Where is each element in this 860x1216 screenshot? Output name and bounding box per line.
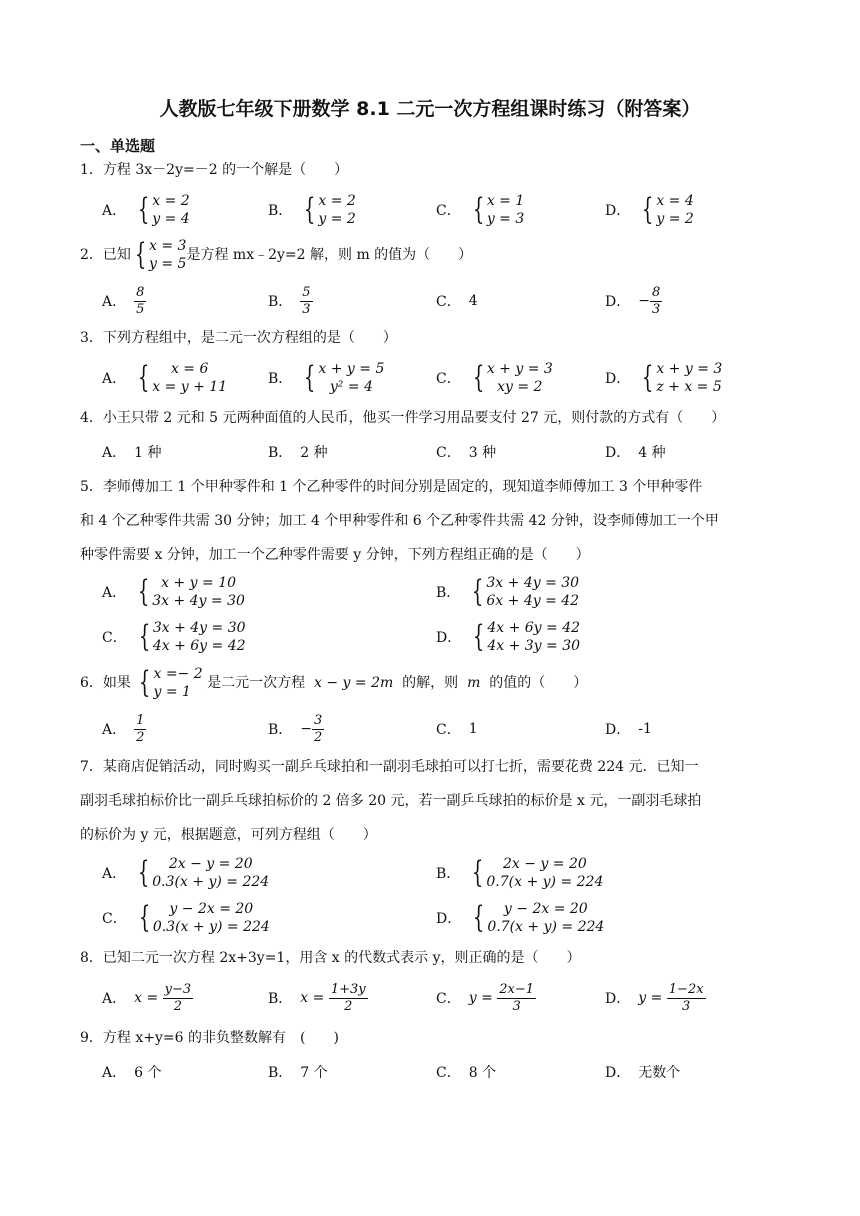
question-2-options — [102, 281, 782, 321]
question-2: 2．已知 { x = 3 y = 5 是方程 mx﹣2y=2 解，则 m 的值为（ ） — [80, 237, 473, 272]
option-c[interactable]: C． y = $\frac{2x-1}{3}$ — [436, 981, 535, 1014]
question-7-line-2: 副羽毛球拍标价比一副乒乓球拍标价的 2 倍多 20 元，若一副乒乓球拍的标价是 x 元，一副羽毛球拍 — [80, 793, 702, 809]
option-b[interactable]: B． { x = 2 y = 2 — [268, 192, 356, 227]
question-5-options-row-1 — [102, 572, 782, 612]
question-7-options-row-2 — [102, 898, 782, 938]
option-c[interactable]: C． { 3x + 4y = 30 4x + 6y = 42 — [102, 619, 246, 654]
question-8: 8．已知二元一次方程 2x+3y=1，用含 x 的代数式表示 y，则正确的是（ ） — [80, 950, 581, 966]
option-b[interactable]: B． { x + y = 5 y² = 4 — [268, 360, 385, 395]
question-7-options-row-1 — [102, 853, 782, 893]
option-a[interactable]: A． { x = 6 x = y + 11 — [102, 360, 228, 395]
question-4: 4．小王只带 2 元和 5 元两种面值的人民币，他买一件学习用品要支付 27 元，则付款的方式有（ ） — [80, 410, 726, 426]
option-d[interactable]: D． 无数个 — [605, 1065, 681, 1081]
section-heading: 一、单选题 — [80, 137, 156, 155]
option-d[interactable]: D． { 4x + 6y = 42 4x + 3y = 30 — [436, 619, 581, 654]
option-b[interactable]: B． { 2x − y = 20 0.7(x + y) = 224 — [436, 855, 604, 890]
option-d[interactable]: D． { y − 2x = 20 0.7(x + y) = 224 — [436, 900, 605, 935]
option-d[interactable]: D． -1 — [605, 721, 652, 738]
question-8-options — [102, 978, 782, 1018]
option-a[interactable]: A． x = $\frac{y-3}{2}$ — [102, 981, 192, 1014]
option-c[interactable]: C． 4 — [436, 293, 478, 310]
question-3-options — [102, 358, 782, 398]
question-5-line-2: 和 4 个乙种零件共需 30 分钟；加工 4 个甲种零件和 6 个乙种零件共需 42 分钟，设李师傅加工一个甲 — [80, 513, 719, 529]
question-9-options — [102, 1052, 782, 1092]
question-6-options — [102, 709, 782, 749]
question-7-line-3: 的标价为 y 元，根据题意，可列方程组（ ） — [80, 827, 377, 843]
question-7-line-1: 7．某商店促销活动，同时购买一副乒乓球拍和一副羽毛球拍可以打七折，需要花费 224 元．已知一 — [80, 759, 699, 775]
option-b[interactable]: B． x = $\frac{1+3y}{2}$ — [268, 981, 366, 1014]
option-d[interactable]: D． y = $\frac{1-2x}{3}$ — [605, 981, 704, 1014]
option-b[interactable]: B． 7 个 — [268, 1065, 328, 1081]
option-a[interactable]: A． { 2x − y = 20 0.3(x + y) = 224 — [102, 855, 270, 890]
option-c[interactable]: C． 1 — [436, 721, 478, 738]
question-1: 1．方程 3x－2y=－2 的一个解是（ ） — [80, 162, 349, 178]
option-c[interactable]: C． { y − 2x = 20 0.3(x + y) = 224 — [102, 900, 270, 935]
question-4-options — [102, 432, 782, 472]
option-c[interactable]: C． 3 种 — [436, 445, 497, 461]
option-c[interactable]: C． { x + y = 3 xy = 2 — [436, 360, 553, 395]
option-b[interactable]: B． − $\frac{3}{2}$ — [268, 712, 323, 745]
option-a[interactable]: A． $\frac{1}{2}$ — [102, 712, 145, 745]
question-9: 9．方程 x+y=6 的非负整数解有 ( ) — [80, 1030, 339, 1046]
option-b[interactable]: B． { 3x + 4y = 30 6x + 4y = 42 — [436, 574, 580, 609]
option-a[interactable]: A． { x + y = 10 3x + 4y = 30 — [102, 574, 245, 609]
option-d[interactable]: D． { x = 4 y = 2 — [605, 192, 694, 227]
option-a[interactable]: A． $\frac{8}{5}$ — [102, 284, 145, 317]
page-title: 人教版七年级下册数学 8.1 二元一次方程组课时练习（附答案） — [159, 98, 701, 120]
option-d[interactable]: D． { x + y = 3 z + x = 5 — [605, 360, 723, 395]
question-5-options-row-2 — [102, 617, 782, 657]
question-6: 6．如果 { x =− 2 y = 1 是二元一次方程 x − y = 2m 的解，则 m 的值的（ ） — [80, 665, 588, 700]
question-5-line-1: 5．李师傅加工 1 个甲种零件和 1 个乙种零件的时间分别是固定的，现知道李师傅加工 3 个甲种零件 — [80, 479, 703, 495]
question-1-options — [102, 190, 782, 230]
option-a[interactable]: A． { x = 2 y = 4 — [102, 192, 190, 227]
question-3: 3．下列方程组中，是二元一次方程组的是（ ） — [80, 330, 397, 346]
option-b[interactable]: B． 2 种 — [268, 445, 328, 461]
option-c[interactable]: C． { x = 1 y = 3 — [436, 192, 525, 227]
option-b[interactable]: B． $\frac{5}{3}$ — [268, 284, 311, 317]
option-d[interactable]: D． − $\frac{8}{3}$ — [605, 284, 661, 317]
option-a[interactable]: A． 6 个 — [102, 1065, 162, 1081]
question-5-line-3: 种零件需要 x 分钟，加工一个乙种零件需要 y 分钟，下列方程组正确的是（ ） — [80, 547, 590, 563]
option-d[interactable]: D． 4 种 — [605, 445, 666, 461]
option-c[interactable]: C． 8 个 — [436, 1065, 497, 1081]
option-a[interactable]: A． 1 种 — [102, 445, 162, 461]
